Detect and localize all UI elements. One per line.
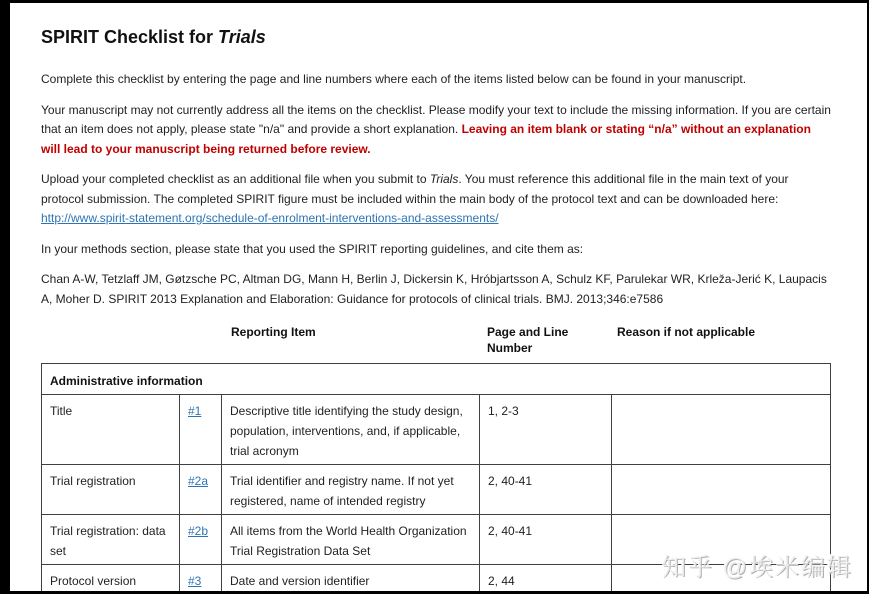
journal-name-italic: Trials [429,172,459,186]
table-column-headers [41,324,830,356]
reason-cell [612,465,831,515]
citation-instructions-paragraph: In your methods section, please state that you used the SPIRIT reporting guidelines, and cite them as: [41,241,584,256]
page-line-cell: 2, 40-41 [480,465,612,515]
ref-link-cell [180,465,222,515]
upload-instructions-text-2: . You must reference this additional file in the main text of your protocol submission. The completed SPIRIT figure must be included within the main body of the protocol text and can be downloaded here: [41,172,789,206]
page-title-text: SPIRIT Checklist for [41,27,219,47]
upload-instructions-text-1: Upload your completed checklist as an additional file when you submit to [41,172,430,186]
reason-cell [612,395,831,465]
ref-link-cell [180,395,222,465]
item-ref-link[interactable]: #1 [188,404,202,418]
upload-instructions-paragraph [41,170,833,229]
reason-header: Reason if not applicable [617,325,756,339]
modify-instructions-paragraph [41,101,833,160]
item-ref-link[interactable]: #2a [188,474,209,488]
page-line-cell: 2, 44 [480,565,612,592]
item-cell: Trial registration [42,465,180,515]
document-page [10,3,867,591]
reason-cell [612,515,831,565]
description-cell: Descriptive title identifying the study design, population, interventions, and, if applicable, trial acronym [222,395,480,465]
table-row [42,465,831,515]
warning-text: Leaving an item blank or stating “n/a” without an explanation will lead to your manuscript being returned before review. [41,122,811,156]
table-row [42,565,831,592]
description-cell: Trial identifier and registry name. If not yet registered, name of intended registry [222,465,480,515]
modify-instructions-text: Your manuscript may not currently address all the items on the checklist. Please modify your text to include the missing information. If you are certain that an item does not apply, please state "n/a" and provide a short explanation. [41,102,831,136]
item-ref-link[interactable]: #3 [188,574,202,588]
journal-name-italic: Trials [218,27,266,47]
section-header-cell: Administrative information [42,364,831,395]
intro-paragraph: Complete this checklist by entering the page and line numbers where each of the items listed below can be found in your manuscript. [41,72,747,86]
ref-link-cell [180,565,222,592]
zhihu-watermark: 知乎 @埃米编辑 [661,554,853,581]
reason-cell [612,565,831,592]
page-line-cell: 1, 2-3 [480,395,612,465]
ref-link-cell [180,515,222,565]
description-cell: Date and version identifier [222,565,480,592]
page-line-cell: 2, 40-41 [480,515,612,565]
spirit-figure-link[interactable]: http://www.spirit-statement.org/schedule-of-enrolment-interventions-and-assessments/ [41,211,499,225]
item-cell: Trial registration: data set [42,515,180,565]
description-cell: All items from the World Health Organization Trial Registration Data Set [222,515,480,565]
table-section-row [42,364,831,395]
reporting-item-header: Reporting Item [231,325,316,339]
item-cell: Title [42,395,180,465]
item-cell: Protocol version [42,565,180,592]
item-ref-link[interactable]: #2b [188,524,209,538]
table-row [42,515,831,565]
column-header-spacer [41,324,221,356]
table-row [42,395,831,465]
page-title [41,25,833,49]
citation-text: Chan A-W, Tetzlaff JM, Gøtzsche PC, Altman DG, Mann H, Berlin J, Dickersin K, Hróbjartsson A, Schulz KF, Parulekar WR, Krleža-Jerić K, Laupacis A, Moher D. SPIRIT 2013 Explanation and Elaboration: Guidance for protocols of clinical trials. BMJ. 2013;346:e7586 [41,272,827,306]
checklist-table [41,363,831,591]
page-line-header: Page and Line Number [487,325,569,355]
